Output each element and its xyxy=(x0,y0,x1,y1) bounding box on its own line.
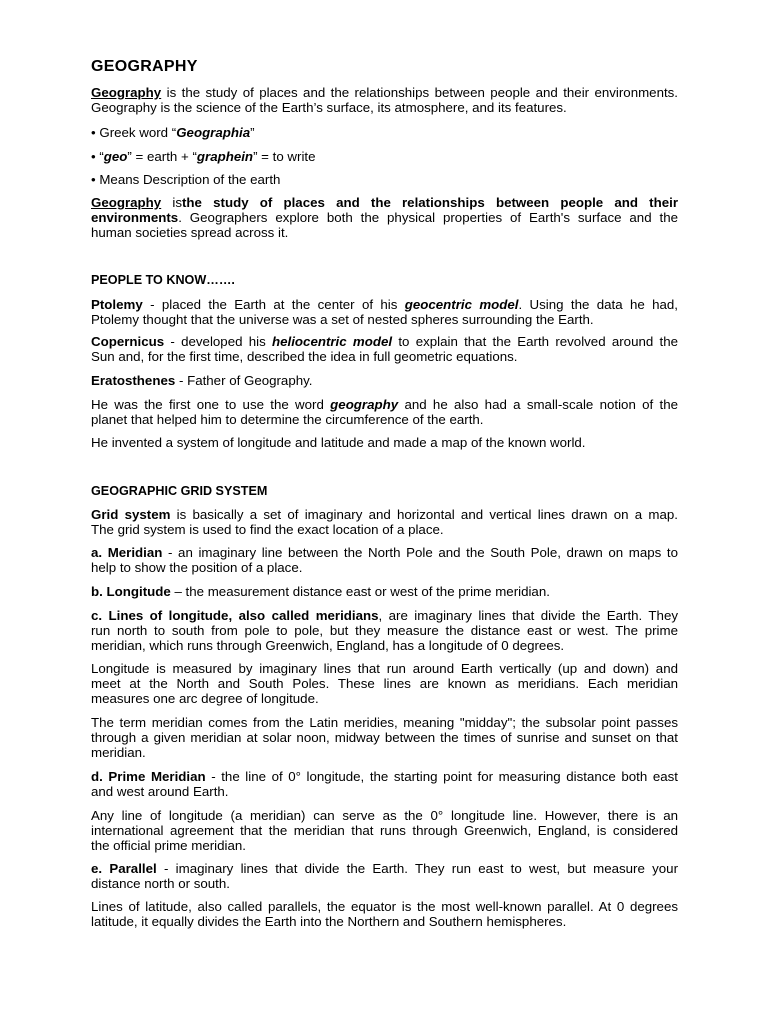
name-eratosthenes: Eratosthenes xyxy=(91,373,176,388)
section-heading-people: PEOPLE TO KNOW……. xyxy=(91,273,235,287)
prime-meridian-paragraph: d. Prime Meridian - the line of 0° longitude, the starting point for measuring distance both east and west around Earth. xyxy=(91,769,678,799)
ptolemy-paragraph: Ptolemy - placed the Earth at the center of his geocentric model. Using the data he had, Ptolemy thought that the universe was a set of nested spheres surrounding the Earth. xyxy=(91,297,678,327)
grid-intro-paragraph: Grid system is basically a set of imaginary and horizontal and vertical lines drawn on a map. The grid system is used to find the exact location of a place. xyxy=(91,507,678,537)
definition-paragraph: Geography isthe study of places and the relationships between people and their environments. Geographers explore both the physical properties of Earth's surface and the human societies spread across it. xyxy=(91,195,678,240)
section-heading-grid: GEOGRAPHIC GRID SYSTEM xyxy=(91,484,268,498)
term-geo: geo xyxy=(103,149,128,164)
first-geography-paragraph: He was the first one to use the word geography and he also had a small-scale notion of the planet that helped him to determine the circumference of the earth. xyxy=(91,397,678,427)
latitude-paragraph: Lines of latitude, also called parallels, the equator is the most well-known parallel. At 0 degrees latitude, it equally divides the Earth into the Northern and Southern hemispheres. xyxy=(91,899,678,929)
bullet-etymology: • “geo” = earth + “graphein” = to write xyxy=(91,149,316,164)
lines-of-longitude-paragraph: c. Lines of longitude, also called meridians, are imaginary lines that divide the Earth. They run north to south from pole to pole, but they measure the distance east or west. The prime meridian, which runs through Greenwich, England, has a longitude of 0 degrees. xyxy=(91,608,678,653)
intro-line-1: Geography is the study of places and the relationships between people and their environments. xyxy=(91,85,678,100)
eratosthenes-paragraph: Eratosthenes - Father of Geography. xyxy=(91,373,313,388)
copernicus-paragraph: Copernicus - developed his heliocentric model to explain that the Earth revolved around the Sun and, for the first time, described the idea in full geometric equations. xyxy=(91,334,679,364)
name-ptolemy: Ptolemy xyxy=(91,297,143,312)
longitude-paragraph: b. Longitude – the measurement distance east or west of the prime meridian. xyxy=(91,584,550,599)
meridian-paragraph: a. Meridian - an imaginary line between the North Pole and the South Pole, drawn on maps to help to show the position of a place. xyxy=(91,545,678,575)
longitude-measured-paragraph: Longitude is measured by imaginary lines that run around Earth vertically (up and down) and meet at the North and South Poles. These lines are known as meridians. Each meridian measures one arc degree of longitude. xyxy=(91,661,678,706)
intro-paragraph xyxy=(91,85,678,115)
term-geographia: Geographia xyxy=(176,125,251,140)
term-geography: Geography xyxy=(91,85,162,100)
term-meridian-paragraph: The term meridian comes from the Latin meridies, meaning "midday"; the subsolar point passes through a given meridian at solar noon, midway between the times of sunrise and sunset on that meridian. xyxy=(91,715,678,760)
any-line-paragraph: Any line of longitude (a meridian) can serve as the 0° longitude line. However, there is an international agreement that the meridian that runs through Greenwich, England, is considered the official prime meridian. xyxy=(91,808,678,853)
term-graphein: graphein xyxy=(196,149,254,164)
page-title: GEOGRAPHY xyxy=(91,58,198,75)
name-copernicus: Copernicus xyxy=(91,334,165,349)
bullet-greek-word: • Greek word “Geographia” xyxy=(91,125,255,140)
parallel-paragraph: e. Parallel - imaginary lines that divide the Earth. They run east to west, but measure your distance north or south. xyxy=(91,861,678,891)
bullet-description: • Means Description of the earth xyxy=(91,172,281,187)
intro-line-2: Geography is the science of the Earth’s surface, its atmosphere, and its features. xyxy=(91,100,567,115)
invented-paragraph: He invented a system of longitude and latitude and made a map of the known world. xyxy=(91,435,586,450)
